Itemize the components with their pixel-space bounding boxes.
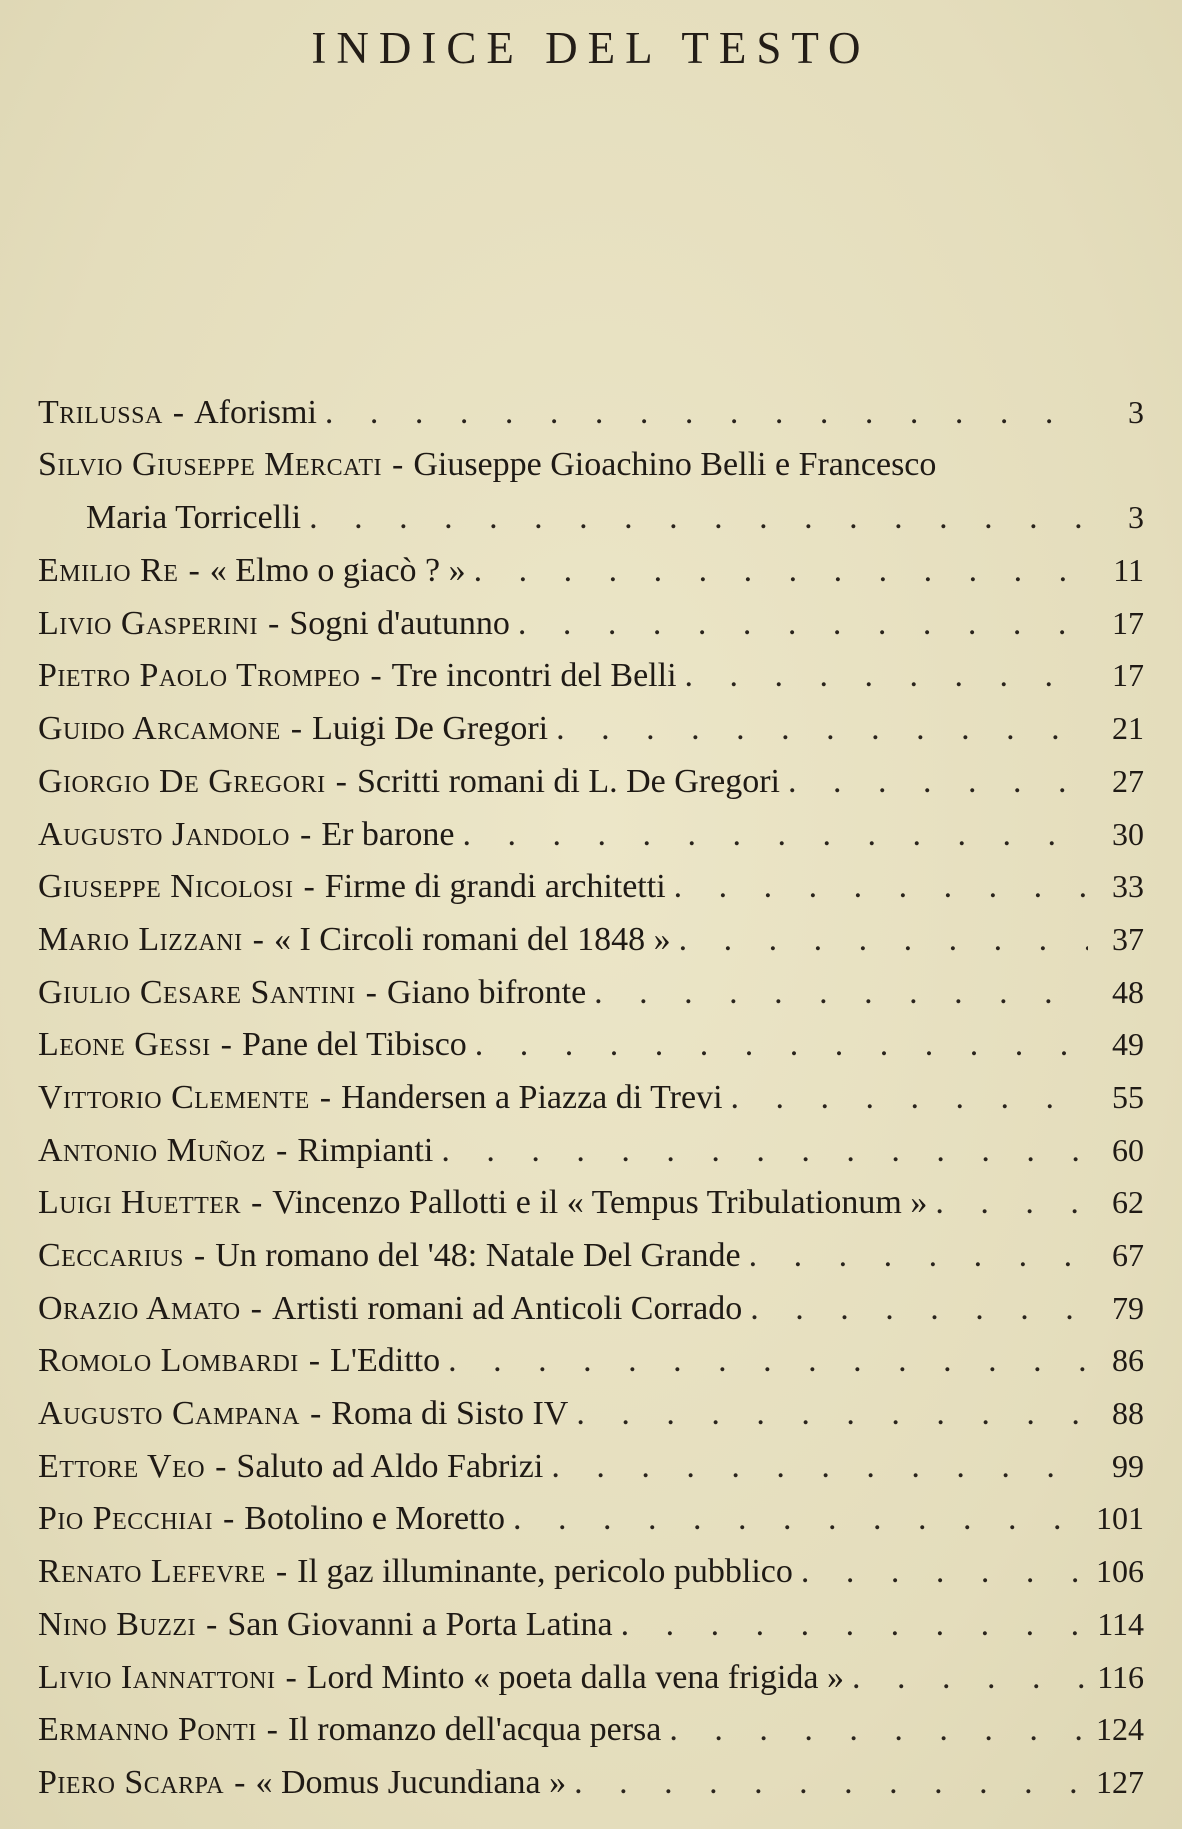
toc-title: Botolino e Moretto — [244, 1500, 505, 1538]
toc-page-number: 37 — [1112, 920, 1144, 957]
toc-page-number: 79 — [1112, 1289, 1144, 1326]
toc-author: Ettore Veo — [38, 1447, 206, 1485]
toc-title: Er barone — [321, 815, 455, 853]
toc-page-number: 124 — [1096, 1711, 1144, 1748]
dot-leaders — [518, 598, 1088, 651]
toc-entry — [38, 1492, 1144, 1545]
toc-entry — [38, 597, 1144, 650]
toc-separator: - — [392, 445, 404, 483]
toc-separator: - — [335, 762, 347, 800]
toc-line — [38, 386, 1144, 439]
toc-page-number: 101 — [1096, 1500, 1144, 1537]
toc-page-number: 17 — [1112, 604, 1144, 641]
toc-separator: - — [206, 1605, 218, 1643]
toc-line — [38, 1440, 1144, 1493]
toc-entry — [38, 1176, 1144, 1229]
toc-separator: - — [222, 1500, 235, 1538]
toc-title: Scritti romani di L. De Gregori — [356, 762, 780, 800]
toc-line — [38, 649, 1144, 702]
page-title: INDICE DEL TESTO — [311, 23, 871, 73]
toc-separator: - — [267, 604, 280, 642]
toc-title: Handersen a Piazza di Trevi — [341, 1078, 723, 1116]
toc-entry — [38, 1282, 1144, 1335]
toc-page-number: 62 — [1112, 1184, 1144, 1221]
toc-author: Luigi Huetter — [38, 1184, 241, 1222]
toc-title: Il romanzo dell'acqua persa — [288, 1711, 662, 1749]
toc-title: Roma di Sisto IV — [331, 1395, 569, 1433]
toc-entry — [38, 1334, 1144, 1387]
toc-title: « Domus Jucundiana » — [255, 1763, 567, 1801]
toc-entry — [38, 913, 1144, 966]
toc-line — [38, 544, 1144, 597]
toc-author: Augusto Campana — [38, 1395, 300, 1433]
toc-separator: - — [290, 710, 303, 748]
toc-entry — [38, 439, 1144, 544]
toc-page-number: 17 — [1112, 657, 1144, 694]
toc-author: Mario Lizzani — [38, 920, 243, 958]
toc-line — [38, 860, 1144, 913]
toc-author: Giorgio De Gregori — [38, 762, 326, 800]
toc-separator: - — [188, 552, 200, 590]
toc-author: Ceccarius — [38, 1237, 184, 1274]
dot-leaders — [669, 1704, 1088, 1757]
toc-title: Giano bifronte — [386, 973, 587, 1011]
toc-author: Nino Buzzi — [38, 1605, 197, 1643]
toc-author: Vittorio Clemente — [38, 1078, 310, 1116]
toc-entry — [38, 755, 1144, 808]
toc-separator: - — [370, 657, 382, 695]
toc-line — [38, 1334, 1144, 1387]
toc-page-number: 49 — [1112, 1026, 1144, 1063]
toc-separator: - — [303, 868, 315, 906]
dot-leaders — [513, 1493, 1088, 1546]
toc-line — [38, 1071, 1144, 1124]
toc-page-number: 21 — [1112, 710, 1144, 747]
toc-separator: - — [275, 1553, 288, 1591]
dot-leaders — [731, 1072, 1088, 1125]
toc-page-number: 33 — [1112, 868, 1144, 905]
toc-page-number: 55 — [1112, 1078, 1144, 1115]
dot-leaders — [788, 756, 1088, 809]
dot-leaders — [574, 1757, 1088, 1810]
toc-author: Augusto Jandolo — [38, 815, 291, 853]
toc-author: Romolo Lombardi — [38, 1342, 299, 1380]
toc-page-number: 114 — [1097, 1605, 1144, 1642]
dot-leaders — [441, 1125, 1088, 1178]
toc-title: Lord Minto « poeta dalla vena frigida » — [306, 1658, 845, 1696]
toc-entry — [38, 1651, 1144, 1704]
toc-page-number: 11 — [1113, 552, 1144, 589]
toc-line — [38, 597, 1144, 650]
toc-line — [38, 966, 1144, 1019]
toc-separator: - — [250, 1289, 262, 1327]
dot-leaders — [852, 1652, 1088, 1705]
toc-separator: - — [250, 1184, 263, 1222]
toc-line — [38, 1387, 1144, 1440]
toc-separator: - — [234, 1763, 246, 1801]
toc-title: Aforismi — [194, 394, 317, 431]
toc-author: Guido Arcamone — [38, 710, 281, 748]
dot-leaders — [801, 1546, 1088, 1599]
toc-page-number: 106 — [1096, 1553, 1144, 1590]
dot-leaders — [462, 809, 1088, 862]
dot-leaders — [556, 703, 1088, 756]
dot-leaders — [685, 650, 1088, 703]
toc-line — [38, 755, 1144, 808]
toc-line-continuation — [38, 491, 1144, 544]
toc-separator: - — [276, 1131, 288, 1169]
toc-title: « Elmo o giacò ? » — [209, 552, 466, 590]
toc-entry — [38, 860, 1144, 913]
toc-author: Pietro Paolo Trompeo — [38, 657, 361, 695]
dot-leaders — [679, 914, 1088, 967]
toc-separator: - — [309, 1395, 322, 1433]
toc-entry — [38, 1229, 1144, 1282]
toc-author: Livio Gasperini — [38, 604, 258, 642]
toc-page-number: 3 — [1128, 394, 1144, 430]
toc-line — [38, 1703, 1144, 1756]
toc-title: Tre incontri del Belli — [391, 657, 677, 695]
toc-author: Giulio Cesare Santini — [38, 973, 356, 1011]
dot-leaders — [621, 1599, 1088, 1652]
toc-author: Livio Iannattoni — [38, 1658, 276, 1696]
toc-separator: - — [215, 1447, 227, 1485]
toc-entry — [38, 386, 1144, 439]
dot-leaders — [309, 492, 1088, 545]
toc-separator: - — [252, 920, 264, 958]
toc-title: Rimpianti — [297, 1131, 434, 1169]
toc-title: Il gaz illuminante, pericolo pubblico — [297, 1553, 793, 1591]
toc-line — [38, 1018, 1144, 1071]
toc-entry — [38, 1598, 1144, 1651]
dot-leaders — [674, 861, 1088, 914]
toc-page-number: 99 — [1112, 1447, 1144, 1484]
toc-line — [38, 808, 1144, 861]
toc-entry — [38, 1703, 1144, 1756]
toc-page-number: 67 — [1112, 1237, 1144, 1273]
toc-separator: - — [319, 1078, 332, 1116]
toc-author: Antonio Muñoz — [38, 1131, 266, 1169]
toc-author: Orazio Amato — [38, 1289, 241, 1327]
dot-leaders — [576, 1388, 1088, 1441]
toc-author: Giuseppe Nicolosi — [38, 868, 294, 906]
toc-title: Firme di grandi architetti — [324, 868, 666, 906]
toc-separator: - — [300, 815, 312, 853]
toc-title: Pane del Tibisco — [241, 1026, 467, 1064]
toc-author: Renato Lefevre — [38, 1553, 266, 1591]
dot-leaders — [749, 1230, 1088, 1283]
dot-leaders — [594, 967, 1088, 1020]
toc-line — [38, 1282, 1144, 1335]
toc-author: Silvio Giuseppe Mercati — [38, 445, 382, 483]
toc-title: San Giovanni a Porta Latina — [227, 1605, 613, 1643]
toc-entry — [38, 1071, 1144, 1124]
toc-title: Sogni d'autunno — [289, 604, 510, 642]
toc-separator: - — [193, 1237, 206, 1274]
toc-entry — [38, 544, 1144, 597]
dot-leaders — [475, 1019, 1088, 1072]
toc-line — [38, 1598, 1144, 1651]
toc-entry — [38, 966, 1144, 1019]
toc-author: Piero Scarpa — [38, 1763, 225, 1801]
toc-entry — [38, 1756, 1144, 1809]
toc-title: Giuseppe Gioachino Belli e Francesco — [413, 445, 937, 483]
toc-title: Luigi De Gregori — [312, 710, 549, 748]
toc-entry — [38, 1387, 1144, 1440]
toc-line — [38, 1229, 1144, 1282]
dot-leaders — [750, 1283, 1088, 1336]
toc-line — [38, 439, 1144, 492]
toc-page-number: 116 — [1097, 1658, 1144, 1695]
toc-title: L'Editto — [330, 1342, 441, 1380]
toc-title: Un romano del '48: Natale Del Grande — [215, 1237, 741, 1274]
toc-separator: - — [266, 1711, 278, 1749]
toc-line — [38, 913, 1144, 966]
dot-leaders — [474, 545, 1088, 598]
toc-line — [38, 1651, 1144, 1704]
toc-separator: - — [285, 1658, 297, 1696]
toc-line — [38, 1124, 1144, 1177]
toc-entry — [38, 1545, 1144, 1598]
toc-page-number: 60 — [1112, 1131, 1144, 1168]
toc-title: « I Circoli romani del 1848 » — [273, 920, 671, 958]
toc-page-number: 27 — [1112, 762, 1144, 799]
toc-page-number: 48 — [1112, 973, 1144, 1010]
toc-separator: - — [220, 1026, 232, 1064]
toc-author: Trilussa — [38, 394, 163, 431]
toc-page-number: 3 — [1128, 499, 1144, 536]
toc-author: Ermanno Ponti — [38, 1711, 257, 1749]
toc-page-number: 86 — [1112, 1342, 1144, 1379]
dot-leaders — [448, 1335, 1088, 1388]
toc-line — [38, 1756, 1144, 1809]
toc-title: Vincenzo Pallotti e il « Tempus Tribulationum » — [272, 1184, 928, 1222]
toc-separator: - — [365, 973, 377, 1011]
dot-leaders — [551, 1441, 1088, 1494]
toc-entry — [38, 1124, 1144, 1177]
toc-page-number: 127 — [1096, 1763, 1144, 1800]
dot-leaders — [935, 1177, 1088, 1230]
toc-entry — [38, 1018, 1144, 1071]
toc-entry — [38, 702, 1144, 755]
toc-author: Emilio Re — [38, 552, 179, 590]
toc-entry — [38, 808, 1144, 861]
toc-line — [38, 1545, 1144, 1598]
toc-line — [38, 1492, 1144, 1545]
toc-title: Saluto ad Aldo Fabrizi — [236, 1447, 544, 1485]
toc-entry — [38, 1440, 1144, 1493]
toc-separator: - — [308, 1342, 321, 1380]
table-of-contents — [38, 386, 1144, 1809]
toc-title-continuation: Maria Torricelli — [86, 499, 302, 537]
dot-leaders — [325, 387, 1088, 440]
toc-author: Leone Gessi — [38, 1026, 211, 1064]
toc-author: Pio Pecchiai — [38, 1500, 213, 1538]
toc-page-number: 88 — [1112, 1395, 1144, 1432]
toc-page-number: 30 — [1112, 815, 1144, 852]
toc-line — [38, 702, 1144, 755]
toc-entry — [38, 649, 1144, 702]
toc-title: Artisti romani ad Anticoli Corrado — [271, 1289, 743, 1327]
toc-line — [38, 1176, 1144, 1229]
toc-separator: - — [172, 394, 185, 431]
